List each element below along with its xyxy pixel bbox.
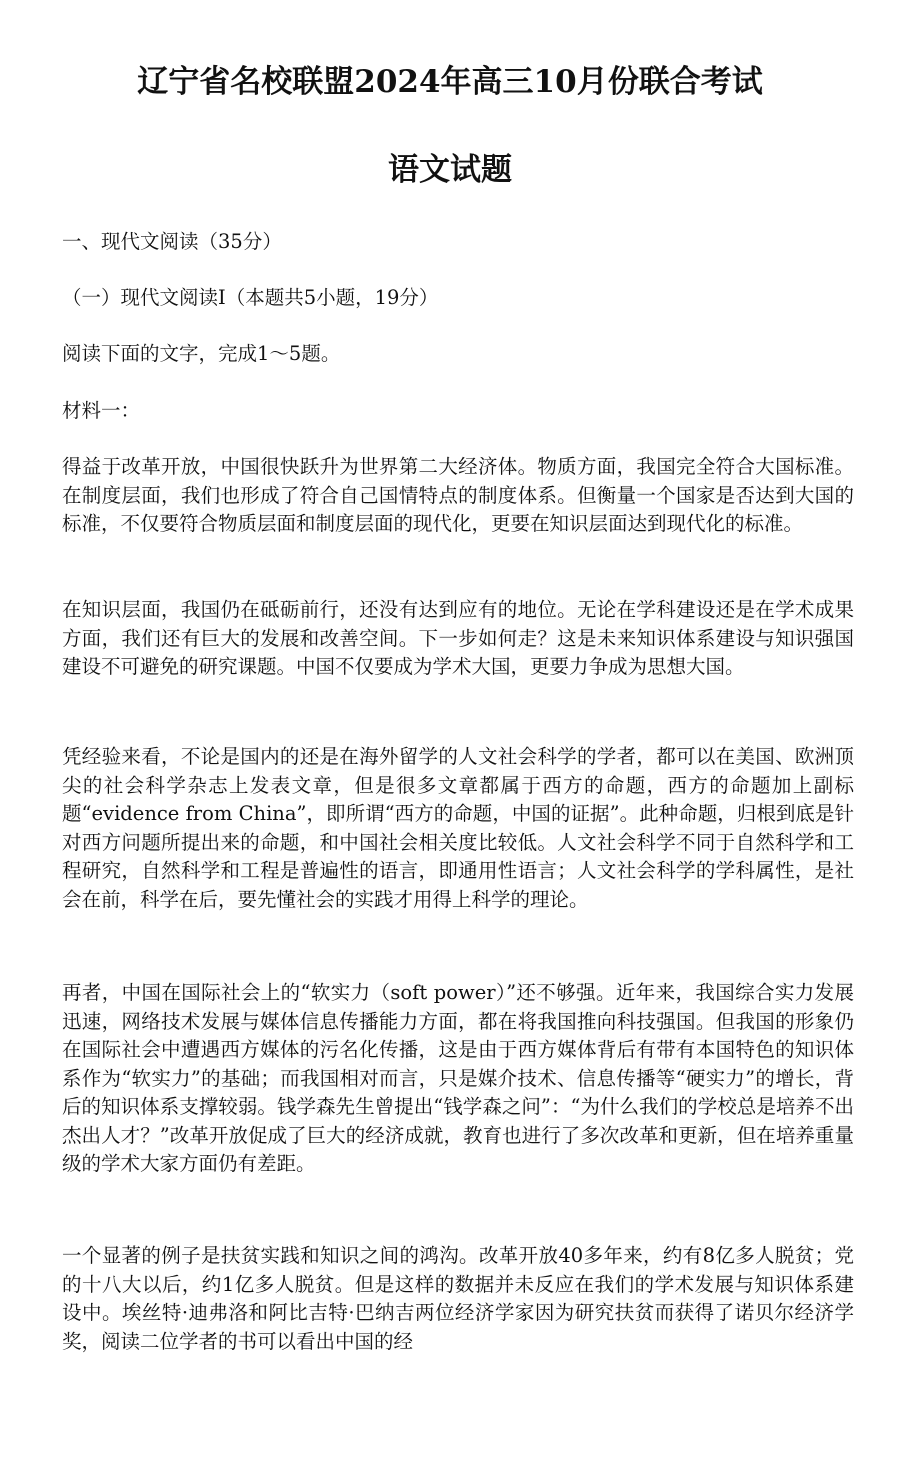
reading-instruction: 阅读下面的文字，完成1～5题。 xyxy=(62,342,341,365)
material-label: 材料一： xyxy=(62,399,141,422)
exam-title: 辽宁省名校联盟2024年高三10月份联合考试 xyxy=(137,64,763,100)
paragraph: 一个显著的例子是扶贫实践和知识之间的鸿沟。改革开放40多年来，约有8亿多人脱贫；党的十八大以后，约1亿多人脱贫。但是这样的数据并未反应在我们的学术发展与知识体系建设中。埃丝特·迪弗洛和阿比吉特·巴纳吉两位经济学家因为研究扶贫而获得了诺贝尔经济学奖，阅读二位学者的书可以看出中国的经 xyxy=(62,1244,854,1353)
paragraph: 凭经验来看，不论是国内的还是在海外留学的人文社会科学的学者，都可以在美国、欧洲顶尖的社会科学杂志上发表文章，但是很多文章都属于西方的命题，西方的命题加上副标题“evidence from China”，即所谓“西方的命题，中国的证据”。此种命题，归根到底是针对西方问题所提出来的命题，和中国社会相关度比较低。人文社会科学不同于自然科学和工程研究，自然科学和工程是普遍性的语言，即通用性语言；人文社会科学的学科属性，是社会在前，科学在后，要先懂社会的实践才用得上科学的理论。 xyxy=(62,745,854,911)
paragraph: 在知识层面，我国仍在砥砺前行，还没有达到应有的地位。无论在学科建设还是在学术成果方面，我们还有巨大的发展和改善空间。下一步如何走？这是未来知识体系建设与知识强国建设不可避免的研究课题。中国不仅要成为学术大国，更要力争成为思想大国。 xyxy=(62,598,854,678)
section-heading: 一、现代文阅读（35分） xyxy=(62,230,282,253)
exam-subtitle: 语文试题 xyxy=(388,152,512,188)
paragraph: 得益于改革开放，中国很快跃升为世界第二大经济体。物质方面，我国完全符合大国标准。在制度层面，我们也形成了符合自己国情特点的制度体系。但衡量一个国家是否达到大国的标准，不仅要符合物质层面和制度层面的现代化，更要在知识层面达到现代化的标准。 xyxy=(62,455,854,535)
paragraph: 再者，中国在国际社会上的“软实力（soft power）”还不够强。近年来，我国综合实力发展迅速，网络技术发展与媒体信息传播能力方面，都在将我国推向科技强国。但我国的形象仍在国际社会中遭遇西方媒体的污名化传播，这是由于西方媒体背后有带有本国特色的知识体系作为“软实力”的基础；而我国相对而言，只是媒介技术、信息传播等“硬实力”的增长，背后的知识体系支撑较弱。钱学森先生曾提出“钱学森之问”：“为什么我们的学校总是培养不出杰出人才？”改革开放促成了巨大的经济成就，教育也进行了多次改革和更新，但在培养重量级的学术大家方面仍有差距。 xyxy=(62,981,854,1175)
subsection-heading: （一）现代文阅读Ⅰ（本题共5小题，19分） xyxy=(62,286,439,309)
